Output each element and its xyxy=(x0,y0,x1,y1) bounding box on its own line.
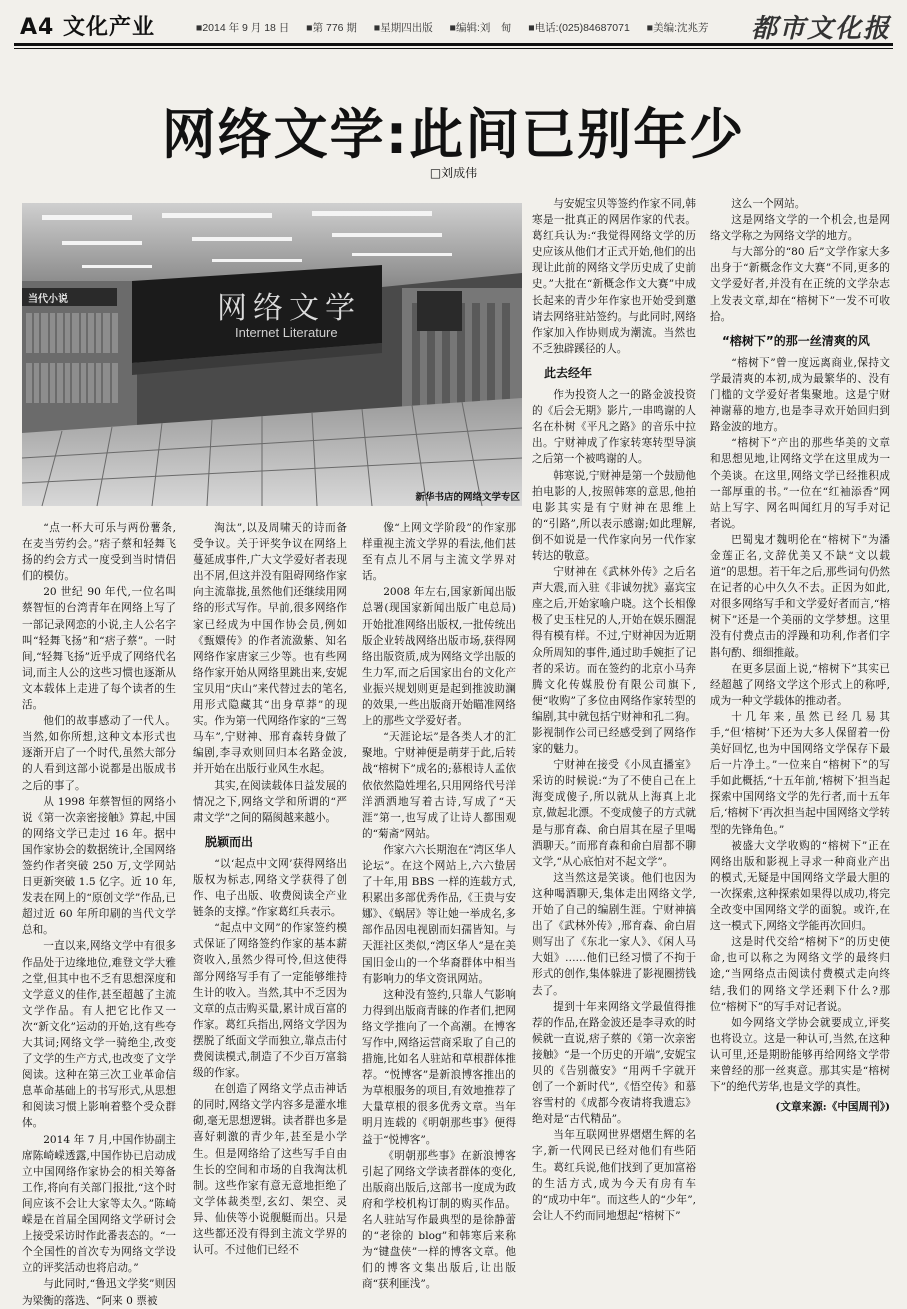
issue-editor: ■编辑:刘 甸 xyxy=(449,22,512,34)
header-rule-thin xyxy=(14,48,893,49)
article-paragraph: “起点中文网”的作家签约模式保证了网络签约作家的基本薪资收入,虽然少得可怜,但这使得部分网络写手有了一定能够维持生计的收入。当然,其中不乏因为文章的点击购买量,累计成百富的作家。葛红兵指出,网络文学因为摆脱了纸面文学而独立,靠点击付费阅读模式,制造了不少百万富翁级的作家。 xyxy=(193,922,347,1080)
article-paragraph: 与此同时,“鲁迅文学奖”则因为梁衡的落选、“阿来 0 票被 xyxy=(22,1278,176,1307)
article-paragraph: “天涯论坛”是各类人才的汇聚地。宁财神便是萌芽于此,后转战“榕树下”成名的;慕根诗人孟依依依然隐姓埋名,只用网络代号洋洋洒洒地写着古诗,写成了“天涯”第一,也写成了让诗人都围观的“菊斋”网站。 xyxy=(362,731,516,840)
article-paragraph: 巴蜀鬼才魏明伦在“榕树下”为潘金莲正名,文辞优美又不缺“文以载道”的思想。若干年之后,那些词句仍然在记者的心中久久不去。正因为如此,对很多网络写手和文学爱好者而言,“榕树下”还是一个美丽的文学梦想。这里没有付费点击的浮躁和功利,作者们字斟句酌、细细推敲。 xyxy=(710,533,890,659)
photo-shelf-sign-text: 当代小说 xyxy=(28,294,68,305)
article-paragraph: “点一杯大可乐与两份薯条,在麦当劳约会。”痞子蔡和轻舞飞扬的约会方式一度受到当时情侣们的模仿。 xyxy=(22,522,176,583)
section-heading: 此去经年 xyxy=(544,365,593,380)
article-column-3 xyxy=(362,520,516,1291)
article-paragraph: 与安妮宝贝等签约作家不同,韩寒是一批真正的网居作家的代表。葛红兵认为:“我觉得网络文学的历史应该从他们才正式开始,他们的出现让此前的网络文学历史成了史前史。”大批在“新概念作文大赛”中成长起来的青少年作家也开始受到邀请去网络驻站签约。与此同时,网络作家加入作协则成为潮流。当然也不乏独辟蹊径的人。 xyxy=(532,198,696,355)
article-paragraph: 其实,在阅读载体日益发展的情况之下,网络文学和所谓的“严肃文学”之间的隔阂越来越小。 xyxy=(193,779,347,824)
header-rule xyxy=(14,43,893,46)
issue-designer: ■美编:沈兆芳 xyxy=(646,22,709,34)
issue-number: ■第 776 期 xyxy=(306,22,357,34)
issue-date: ■2014 年 9 月 18 日 xyxy=(196,22,290,34)
article-paragraph: 20 世纪 90 年代,一位名叫蔡智恒的台湾青年在网络上写了一部记录网恋的小说,主人公名字叫“轻舞飞扬”和“痞子蔡”。一时间,“轻舞飞扬”近乎成了网络代名词,而主人公的这些习惯也逐渐从文本载体上走进了每个读者的生活。 xyxy=(22,586,176,712)
article-paragraph: 像“上网文学阶段”的作家那样重视主流文学界的看法,他们甚至有点儿不屑与主流文学界对话。 xyxy=(362,522,516,583)
issue-meta xyxy=(196,20,723,35)
article-source: (文章来源:《中国周刊》) xyxy=(775,1101,890,1114)
article-paragraph: 这么一个网站。 xyxy=(731,198,806,210)
article-paragraph: “榕树下”曾一度远离商业,保持文学最清爽的本初,成为最繁华的、没有门槛的文学爱好者集聚地。这是宁财神谢幕的地方,也是李寻欢开始回归到路金波的地方。 xyxy=(710,356,890,434)
article-column-5 xyxy=(710,196,890,1272)
article-paragraph: 这是时代交给“榕树下”的历史使命,也可以称之为网络文学的最终归途,“当网络点击阅读付费模式走向终结,我们的网络文学还剩下什么?那位“榕树下”的写手对记者说。 xyxy=(710,936,890,1013)
issue-phone: ■电话:(025)84687071 xyxy=(528,22,630,34)
bookstore-photo-illustration xyxy=(22,203,522,506)
newspaper-masthead: 都市文化报 xyxy=(750,14,891,44)
article-paragraph: 《明朝那些事》在新浪博客引起了网络文学读者群体的变化,出版商出版后,这部书一度成为政府和学校机构订制的购买作品。名人驻站写作最典型的是徐静蕾的“老徐的 blog”和韩寒后来称为“键盘侠”一样的博客文章。他们的博客文集出版后,让出版商“获利匪浅”。 xyxy=(362,1149,516,1291)
article-paragraph: 在创造了网络文学点击神话的同时,网络文学内容多是灌水堆砌,毫无思想逻辑。读者群也多是喜好刺激的青少年,甚至是小学生。但是网络给了这些写手自由生长的空间和市场的自我淘汰机制。这些作家有意无意地拒绝了文学体裁类型,玄幻、架空、灵异、仙侠等小说舰艇而出。只是这些都还没有得到主流文学界的认可。不过他们已经不 xyxy=(193,1083,347,1257)
article-column-1 xyxy=(22,520,176,1307)
article-column-4 xyxy=(532,196,696,1272)
article-paragraph: 宁财神在《武林外传》之后名声大震,而入驻《非诚勿扰》嘉宾宝座之后,开始家喻户晓。这个长相像极了史玉柱兄的人,开始在娱乐圈混得有模有样。不过,宁财神因为近期众所周知的事件,通过助手婉拒了记者的采访。而在签约的北京小马奔腾文化传媒股份有限公司旗下,便“收购”了多位由网络作家转型的编剧,其中就包括宁财神和孔二狗。影视制作公司已经感受到了网络作家的魅力。 xyxy=(532,566,696,756)
section-heading: “榕树下”的那一丝清爽的风 xyxy=(722,333,870,348)
article-paragraph: 一直以来,网络文学中有很多作品处于边缘地位,难登文学大雅之堂,但其中也不乏有思想深度和文学意义的佳作,甚至超越了主流文学作品。有人把它比作又一次“新文化”运动的开始,这有些夸大其词;网络文学一骑绝尘,改变了文学的生产方式,也改变了文学阅读。这种在第三次工业革命信息革命基础上的书写形式,从思想和阅读习惯上影响着整个受众群体。 xyxy=(22,940,176,1130)
article-paragraph: 提到十年来网络文学最值得推荐的作品,在路金波还是李寻欢的时候就一直说,痞子蔡的《第一次亲密接触》“是一个历史的开端”,安妮宝贝的《告别薇安》“用两千字就开创了一个新时代”,《悟空传》和慕容雪村的《成都今夜请将我遗忘》绝对是“古代精品”。 xyxy=(532,1000,696,1126)
article-headline: 网络文学:此间已别年少 xyxy=(161,103,746,166)
photo-caption: 新华书店的网络文学专区 xyxy=(415,492,520,503)
article-paragraph: 韩寒说,宁财神是第一个鼓励他拍电影的人,按照韩寒的意思,他拍电影其实是有宁财神在思维上的“引路”,所以表示感谢;如此理解,倒不如说是一代作家向另一代作家转达的敬意。 xyxy=(532,469,696,562)
section-label: A4 文化产业 xyxy=(20,15,155,40)
article-paragraph: 十几年来,虽然已经几易其手,“但‘榕树’下还为大多人保留着一份美好回忆,也为中国网络文学保存下最后一片净土。”一位来自“榕树下”的写手如此概括,“十五年前,‘榕树下’担当起探索中国网络文学的先行者,而十五年后,‘榕树下’再次担当起中国网络文学转型的先锋角色。” xyxy=(710,710,890,836)
article-paragraph: 作为投资人之一的路金波投资的《后会无期》影片,一串鸣谢的人名在朴树《平凡之路》的音乐中拉出。宁财神成了作家转寒转型导演之后第一个被鸣谢的人。 xyxy=(532,389,696,466)
article-paragraph: 从 1998 年蔡智恒的网络小说《第一次亲密接触》算起,中国的网络文学已走过 16 年。据中国作家协会的数据统计,全国网络签约作者突破 250 万,文学网站日更新突破 1.5 亿字。近 10 年,发表在网上的“原创文学”作品,已超过近 60 年所印刷的当代文学总和。 xyxy=(22,795,176,937)
article-paragraph: 他们的故事感动了一代人。当然,如你所想,这种文本形式也逐渐开启了一个时代,虽然大部分的人看到这部小说都是出版成书之后的事了。 xyxy=(22,715,176,792)
article-paragraph: 与大部分的“80 后”文学作家大多出身于“新概念作文大赛”不同,更多的文学爱好者,并没有在正统的文学杂志上发表文章,却在“榕树下”一发不可收拾。 xyxy=(710,246,890,323)
article-paragraph: “榕树下”产出的那些华美的文章和思想见地,让网络文学在这里成为一个美谈。在这里,网络文学已经推积成一部厚重的书。”一位在“红袖添香”网站上写字、网名叫闻红月的写手对记者说。 xyxy=(710,437,890,530)
article-paragraph: 2008 年左右,国家新闻出版总署(现国家新闻出版广电总局)开始批准网络出版权,一批传统出版企业转战网络出版市场,获得网络出版资质,成为网络文学出版的生力军,而之后国家出台的文化产业振兴规划则更是起到推波助澜的效果,一些出版商开始瞄准网络上的那些文学爱好者。 xyxy=(362,586,516,728)
article-paragraph: 在更多层面上说,“榕树下”其实已经超越了网络文学这个形式上的称呼,成为一种文学载体的推动者。 xyxy=(710,662,890,707)
article-column-2 xyxy=(193,520,347,1272)
issue-weekday: ■星期四出版 xyxy=(373,22,433,34)
photo-sign-en: Internet Literature xyxy=(235,325,338,340)
article-paragraph: 当年互联网世界熠熠生辉的名字,新一代网民已经对他们有些陌生。葛红兵说,他们找到了更加富裕的生活方式,成为今天有房有车的“成功中年”。而这些人的“少年”,会让人不约而同地想起“榕树下” xyxy=(532,1129,696,1222)
photo-sign-cn: 网络文学 xyxy=(217,291,361,326)
article-paragraph: 这种没有签约,只靠人气影响力得到出版商青睐的作者们,把网络文学推向了一个高潮。在博客写作中,网络运营商采取了自己的措施,比如名人驻站和草根群体推荐。“悦博客”是新浪博客推出的为草根服务的项目,有效地推荐了大量草根的很多优秀文章。当年明月连载的《明朝那些事》便得益于“悦博客”。 xyxy=(362,988,516,1146)
article-paragraph: “以‘起点中文网’获得网络出版权为标志,网络文学获得了创作、电子出版、收费阅读全产业链条的支撑。”作家葛红兵表示。 xyxy=(193,857,347,919)
article-byline: □刘成伟 xyxy=(429,166,478,180)
page-header xyxy=(0,0,907,44)
article-paragraph: 作家六六长期泡在“湾区华人论坛”。在这个网站上,六六蛰居了十年,用 BBS 一样的连载方式,积累出多部优秀作品,《王贵与安娜》、《蜗居》等让她一举成名,多部作品因电视剧而妇孺皆知。与天涯社区类似,“湾区华人”是在美国旧金山的一个华裔群体中相当有影响力的华文资讯网站。 xyxy=(362,843,516,985)
article-paragraph: 2014 年 7 月,中国作协副主席陈崎嵘透露,中国作协已启动成立中国网络作家协会的相关筹备工作,将向有关部门报批,“这个时间应该不会让大家等太久。”陈崎嵘是在首届全国网络文学研讨会上接受采访时作此番表态的。“一个全国性的首次专为网络文学设立的评奖活动也将启动。” xyxy=(22,1133,176,1275)
article-paragraph: 这是网络文学的一个机会,也是网络文学称之为网络文学的地方。 xyxy=(710,214,890,243)
article-paragraph: 淘汰”,以及周啸天的诗而备受争议。关于评奖争议在网络上蔓延成事件,广大文学爱好者表现出不屑,但这并没有阻碍网络作家向主流靠拢,虽然他们还继续用网络的形式写作。早前,很多网络作家已经成为中国作协会员,例如《甄嬛传》的作者流潋紫、知名网络作家唐家三少等。也有些网络作家开始从网络里跳出来,安妮宝贝用“庆山”来代替过去的笔名,用形式隐藏其“出身草莽”的现实。作为第一代网络作家的“三驾马车”,宁财神、邢育森转身做了编剧,李寻欢则回归本名路金波,并开始在出版行业风生水起。 xyxy=(193,522,347,776)
article-paragraph: 宁财神在接受《小凤直播室》采访的时候说:“为了不使自己在上海变成傻子,所以就从上海真上北京,做起北漂。不变成傻子的方式就是与那育森、俞白眉其在屋子里喝酒聊天。”而邢育森和俞白眉都不聊文学,“从心底怕对不起文学”。 xyxy=(532,759,696,868)
section-heading: 脱颖而出 xyxy=(205,834,254,849)
article-paragraph: 如今网络文学协会就要成立,评奖也将设立。这是一种认可,当然,在这种认可里,还是期盼能够再给网络文学带来曾经的那一丝爽意。那其实是“榕树下”的绝代芳华,也是文学的真性。 xyxy=(710,1016,890,1094)
article-paragraph: 这当然这是笑谈。他们也因为这种喝酒聊天,集体走出网络文学,开始了自己的编剧生涯。宁财神搞出了《武林外传》,邢育森、俞白眉则写出了《东北一家人》、《闲人马大姐》……他们已经习惯了不拘于形式的创作,集体躲进了影视圈捞钱去了。 xyxy=(532,871,696,997)
article-photo xyxy=(22,203,522,506)
article-paragraph: 被盛大文学收购的“榕树下”正在网络出版和影视上寻求一种商业产出的模式,无疑是中国网络文学最大胆的一次探索,这种探索如果得以成功,将完全改变中国网络文学的面貌。或许,在这一模式下,网络文学能再次回归。 xyxy=(710,839,890,933)
